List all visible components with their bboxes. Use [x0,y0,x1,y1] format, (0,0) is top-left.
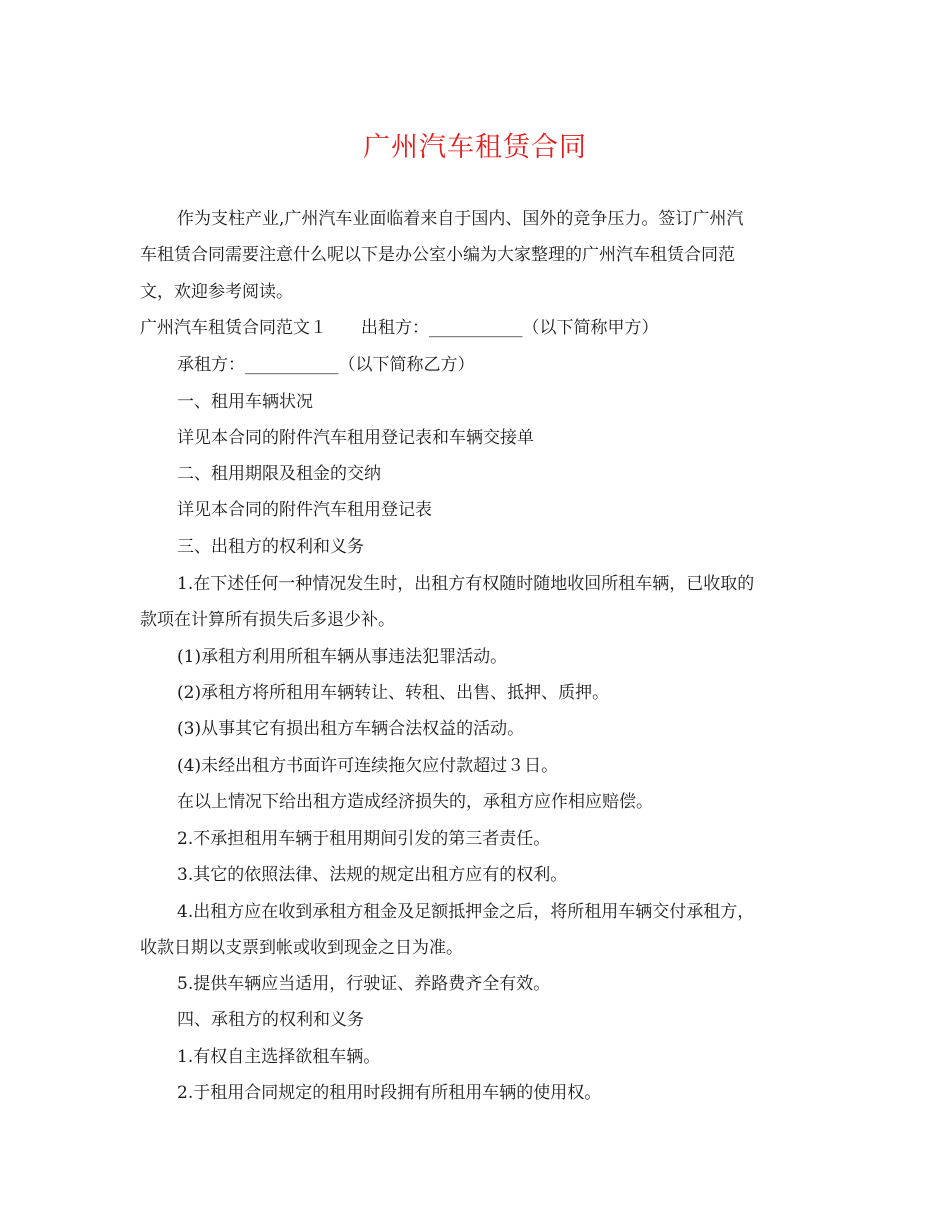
body-line: 详见本合同的附件汽车租用登记表 [177,500,432,520]
intro-line-2: 车租赁合同需要注意什么呢以下是办公室小编为大家整理的广州汽车租赁合同范 [140,245,735,265]
body-line: (2)承租方将所租用车辆转让、转租、出售、抵押、质押。 [177,683,610,703]
section-heading: 四、承租方的权利和义务 [177,1010,364,1030]
body-line: 5.提供车辆应当适用，行驶证、养路费齐全有效。 [177,974,551,994]
body-line: 详见本合同的附件汽车租用登记表和车辆交接单 [177,428,534,448]
body-line: 4.出租方应在收到承租方租金及足额抵押金之后，将所租用车辆交付承租方， [177,902,755,922]
section-heading: 一、租用车辆状况 [177,392,313,412]
body-line: 在以上情况下给出租方造成经济损失的，承租方应作相应赔偿。 [177,792,653,812]
body-line: (1)承租方利用所租车辆从事违法犯罪活动。 [177,647,508,667]
section-heading: 二、租用期限及租金的交纳 [177,464,381,484]
body-line: 2.不承担租用车辆于租用期间引发的第三者责任。 [177,829,551,849]
body-line: 1.有权自主选择欲租车辆。 [177,1047,381,1067]
body-line: (4)未经出租方书面许可连续拖欠应付款超过３日。 [177,756,559,776]
body-line: (3)从事其它有损出租方车辆合法权益的活动。 [177,719,525,739]
section-heading: 三、出租方的权利和义务 [177,537,364,557]
intro-line-1: 作为支柱产业,广州汽车业面临着来自于国内、国外的竞争压力。签订广州汽 [177,209,744,229]
body-line: 1.在下述任何一种情况发生时，出租方有权随时随地收回所租车辆，已收取的 [177,574,755,594]
body-line: 收款日期以支票到帐或收到现金之日为准。 [140,938,463,958]
body-line: 2.于租用合同规定的租用时段拥有所租用车辆的使用权。 [177,1083,602,1103]
sample-heading-line: 广州汽车租赁合同范文１ 出租方：___________（以下简称甲方） [140,318,659,338]
body-line: 款项在计算所有损失后多退少补。 [140,610,395,630]
body-line: 3.其它的依照法律、法规的规定出租方应有的权利。 [177,865,568,885]
lessee-line: 承租方：___________（以下简称乙方） [177,355,475,375]
intro-line-3: 文，欢迎参考阅读。 [140,282,293,302]
document-title: 广州汽车租赁合同 [363,132,587,163]
